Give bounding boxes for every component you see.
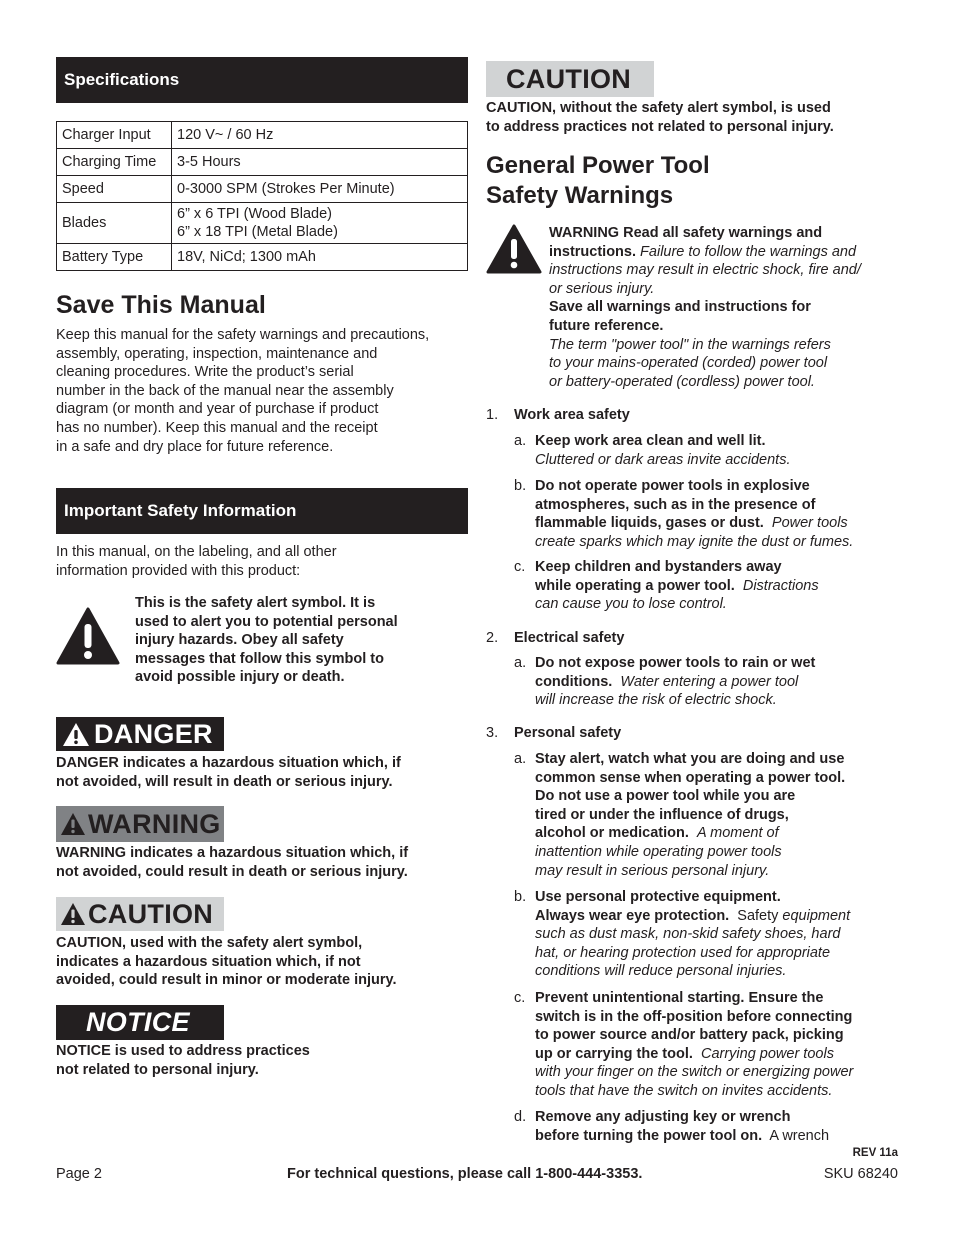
text-line: not related to personal injury. bbox=[56, 1061, 259, 1078]
section-heading bbox=[486, 406, 630, 425]
sku-number: SKU 68240 bbox=[823, 1166, 898, 1182]
danger-signal-word bbox=[56, 717, 224, 751]
text-line: avoid possible injury or death. bbox=[135, 669, 345, 686]
text-line: indicates a hazardous situation which, if not bbox=[56, 953, 361, 970]
section-title: Electrical safety bbox=[514, 630, 625, 646]
spec-label: Charging Time bbox=[57, 149, 172, 176]
safety-info-title: Important Safety Information bbox=[64, 501, 297, 520]
text-line bbox=[535, 514, 884, 533]
table-row bbox=[57, 244, 468, 271]
text-line: has no number). Keep this manual and the receipt bbox=[56, 419, 378, 436]
text-line: DANGER indicates a hazardous situation which, if bbox=[56, 755, 401, 771]
specifications-header bbox=[56, 57, 468, 103]
spec-value: 3-5 Hours bbox=[172, 149, 468, 176]
specifications-title: Specifications bbox=[64, 70, 180, 89]
spec-value: 120 V~ / 60 Hz bbox=[172, 122, 468, 149]
caution-signal-word bbox=[56, 897, 224, 931]
text-line: WARNING Read all safety warnings and bbox=[549, 225, 823, 241]
list-item bbox=[514, 888, 884, 981]
text-line: assembly, operating, inspection, maintenance and bbox=[56, 345, 378, 362]
text-line: to your mains-operated (corded) power tool bbox=[549, 355, 828, 372]
text-line: Do not use a power tool while you are bbox=[535, 788, 796, 805]
bold-text: Always wear eye protection. bbox=[535, 907, 730, 924]
text-line bbox=[535, 1045, 884, 1064]
bold-text: conditions. bbox=[535, 673, 613, 690]
table-row bbox=[57, 149, 468, 176]
regular-text: A wrench bbox=[769, 1127, 830, 1144]
spec-value bbox=[172, 203, 468, 244]
text-line: The term "power tool" in the warnings refers bbox=[549, 336, 831, 353]
spec-label: Charger Input bbox=[57, 122, 172, 149]
warning-text bbox=[56, 844, 408, 881]
text-line: atmospheres, such as in the presence of bbox=[535, 496, 816, 513]
section-number: 1. bbox=[486, 407, 499, 423]
text-line: tired or under the influence of drugs, bbox=[535, 806, 789, 823]
regular-text: Safety bbox=[737, 907, 779, 924]
bold-text: flammable liquids, gases or dust. bbox=[535, 515, 764, 532]
text-line: not avoided, could result in death or serious injury. bbox=[56, 863, 408, 880]
section-heading bbox=[486, 629, 625, 648]
text-line: diagram (or month and year of purchase if product bbox=[56, 401, 379, 418]
italic-text: Distractions bbox=[742, 577, 819, 594]
text-line: cleaning procedures. Write the product’s serial bbox=[56, 364, 354, 381]
text-line: hat, or hearing protection used for appropriate bbox=[535, 944, 831, 961]
text-line: Keep this manual for the safety warnings and precautions, bbox=[56, 327, 430, 343]
text-line: Remove any adjusting key or wrench bbox=[535, 1109, 791, 1125]
save-manual-text bbox=[56, 326, 468, 456]
text-line: Do not operate power tools in explosive bbox=[535, 478, 810, 494]
bold-text: up or carrying the tool. bbox=[535, 1045, 693, 1062]
section-number: 3. bbox=[486, 725, 499, 741]
text-line bbox=[535, 907, 884, 926]
text-line: Stay alert, watch what you are doing and use bbox=[535, 751, 845, 767]
text-line: used to alert you to potential personal bbox=[135, 613, 398, 630]
caution-plain-label: CAUTION bbox=[506, 63, 632, 94]
list-item bbox=[514, 1108, 884, 1145]
safety-alert-icon bbox=[56, 607, 120, 665]
text-line: common sense when operating a power tool. bbox=[535, 769, 846, 786]
text-line: This is the safety alert symbol. It is bbox=[135, 595, 376, 611]
section-title: Work area safety bbox=[514, 407, 630, 423]
spec-label: Battery Type bbox=[57, 244, 172, 271]
text-line: Prevent unintentional starting. Ensure the bbox=[535, 990, 824, 1006]
specifications-table bbox=[56, 121, 468, 271]
list-item bbox=[514, 477, 884, 551]
text-line: create sparks which may ignite the dust or fumes. bbox=[535, 533, 854, 550]
text-line: Keep work area clean and well lit. bbox=[535, 433, 766, 449]
text-line: CAUTION, without the safety alert symbol, is used bbox=[486, 100, 831, 116]
spec-value: 0-3000 SPM (Strokes Per Minute) bbox=[172, 176, 468, 203]
table-row bbox=[57, 122, 468, 149]
section-heading bbox=[486, 724, 622, 743]
item-letter: d. bbox=[514, 1109, 527, 1125]
text-line: tools that have the switch on invites accidents. bbox=[535, 1082, 833, 1099]
safety-intro bbox=[56, 543, 337, 580]
text-line: avoided, could result in minor or moderate injury. bbox=[56, 972, 397, 989]
page-number: Page 2 bbox=[56, 1166, 102, 1182]
text-line bbox=[535, 673, 884, 692]
text-line: information provided with this product: bbox=[56, 562, 301, 579]
notice-signal-word bbox=[56, 1005, 224, 1040]
spec-label: Blades bbox=[57, 203, 172, 244]
list-item bbox=[514, 750, 884, 880]
text-line: to power source and/or battery pack, picking bbox=[535, 1027, 844, 1044]
text-line bbox=[535, 1127, 884, 1146]
text-line: number in the back of the manual near the assembly bbox=[56, 382, 394, 399]
caution-text bbox=[56, 934, 397, 990]
text-line: messages that follow this symbol to bbox=[135, 650, 384, 667]
item-letter: a. bbox=[514, 655, 527, 671]
title-line: General Power Tool bbox=[486, 152, 710, 179]
table-row bbox=[57, 176, 468, 203]
general-warning-text bbox=[549, 224, 894, 391]
warning-alert-icon bbox=[486, 224, 542, 274]
spec-value-line: 6” x 6 TPI (Wood Blade) bbox=[177, 206, 333, 222]
bold-text: alcohol or medication. bbox=[535, 825, 689, 842]
list-item bbox=[514, 654, 884, 710]
item-letter: b. bbox=[514, 478, 527, 494]
text-line: or serious injury. bbox=[549, 280, 655, 297]
italic-text: Water entering a power tool bbox=[620, 673, 799, 690]
text-line: to address practices not related to personal injury. bbox=[486, 118, 834, 135]
italic-text: Power tools bbox=[771, 515, 848, 532]
caution-alert-icon bbox=[60, 902, 86, 926]
section-number: 2. bbox=[486, 630, 499, 646]
caution-plain-text bbox=[486, 99, 834, 136]
danger-text bbox=[56, 754, 401, 791]
list-item bbox=[514, 432, 884, 469]
text-line: NOTICE is used to address practices bbox=[56, 1043, 310, 1059]
spec-label: Speed bbox=[57, 176, 172, 203]
text-line: or battery-operated (cordless) power tool. bbox=[549, 373, 815, 390]
text-line: Keep children and bystanders away bbox=[535, 559, 782, 575]
text-line: switch is in the off-position before connecting bbox=[535, 1008, 853, 1025]
title-line: Safety Warnings bbox=[486, 182, 674, 209]
caution-label: CAUTION bbox=[88, 898, 214, 929]
text-line: inattention while operating power tools bbox=[535, 843, 782, 860]
warning-alert-icon bbox=[60, 812, 86, 836]
caution-plain-signal-word bbox=[486, 61, 654, 97]
text-line: will increase the risk of electric shock. bbox=[535, 692, 777, 709]
safety-symbol-text bbox=[135, 594, 398, 687]
bold-text: while operating a power tool. bbox=[535, 577, 735, 594]
text-line bbox=[535, 824, 884, 843]
item-letter: c. bbox=[514, 990, 526, 1006]
text-line: conditions will reduce personal injuries. bbox=[535, 963, 787, 980]
text-line: future reference. bbox=[549, 317, 664, 334]
text-line: WARNING indicates a hazardous situation which, if bbox=[56, 845, 409, 861]
notice-text bbox=[56, 1042, 310, 1079]
bold-text: instructions. bbox=[549, 243, 637, 260]
general-warnings-title bbox=[486, 151, 710, 211]
item-letter: b. bbox=[514, 889, 527, 905]
text-line: can cause you to lose control. bbox=[535, 596, 727, 613]
italic-text: equipment bbox=[782, 907, 851, 924]
save-manual-title: Save This Manual bbox=[56, 291, 266, 319]
text-line: Save all warnings and instructions for bbox=[549, 299, 811, 316]
safety-info-header bbox=[56, 488, 468, 534]
italic-text: Failure to follow the warnings and bbox=[640, 243, 857, 260]
italic-text: Carrying power tools bbox=[700, 1045, 834, 1062]
notice-label: NOTICE bbox=[86, 1007, 190, 1037]
text-line: Cluttered or dark areas invite accidents. bbox=[535, 451, 791, 468]
text-line bbox=[549, 243, 894, 262]
warning-signal-word bbox=[56, 806, 224, 842]
text-line: instructions may result in electric shock, fire and/ bbox=[549, 262, 861, 279]
item-letter: a. bbox=[514, 751, 527, 767]
danger-alert-icon bbox=[62, 722, 90, 747]
bold-text: before turning the power tool on. bbox=[535, 1127, 763, 1144]
table-row bbox=[57, 203, 468, 244]
text-line: may result in serious personal injury. bbox=[535, 862, 770, 879]
text-line: Use personal protective equipment. bbox=[535, 889, 781, 905]
section-title: Personal safety bbox=[514, 725, 622, 741]
text-line: in a safe and dry place for future reference. bbox=[56, 438, 334, 455]
text-line: In this manual, on the labeling, and all other bbox=[56, 544, 337, 560]
spec-value-line: 6” x 18 TPI (Metal Blade) bbox=[177, 224, 338, 240]
text-line: such as dust mask, non-skid safety shoes, hard bbox=[535, 926, 841, 943]
list-item bbox=[514, 558, 884, 614]
list-item bbox=[514, 989, 884, 1101]
revision-label: REV 11a bbox=[852, 1147, 898, 1159]
text-line: Do not expose power tools to rain or wet bbox=[535, 655, 816, 671]
warning-label: WARNING bbox=[88, 808, 221, 839]
item-letter: c. bbox=[514, 559, 526, 575]
spec-value: 18V, NiCd; 1300 mAh bbox=[172, 244, 468, 271]
text-line: with your finger on the switch or energizing power bbox=[535, 1064, 854, 1081]
text-line: CAUTION, used with the safety alert symbol, bbox=[56, 935, 363, 951]
support-phone: For technical questions, please call 1-800-444-3353. bbox=[287, 1166, 643, 1182]
text-line: not avoided, will result in death or serious injury. bbox=[56, 773, 393, 790]
italic-text: A moment of bbox=[696, 825, 779, 842]
item-letter: a. bbox=[514, 433, 527, 449]
text-line: injury hazards. Obey all safety bbox=[135, 632, 344, 649]
text-line bbox=[535, 577, 884, 596]
danger-label: DANGER bbox=[94, 718, 213, 749]
